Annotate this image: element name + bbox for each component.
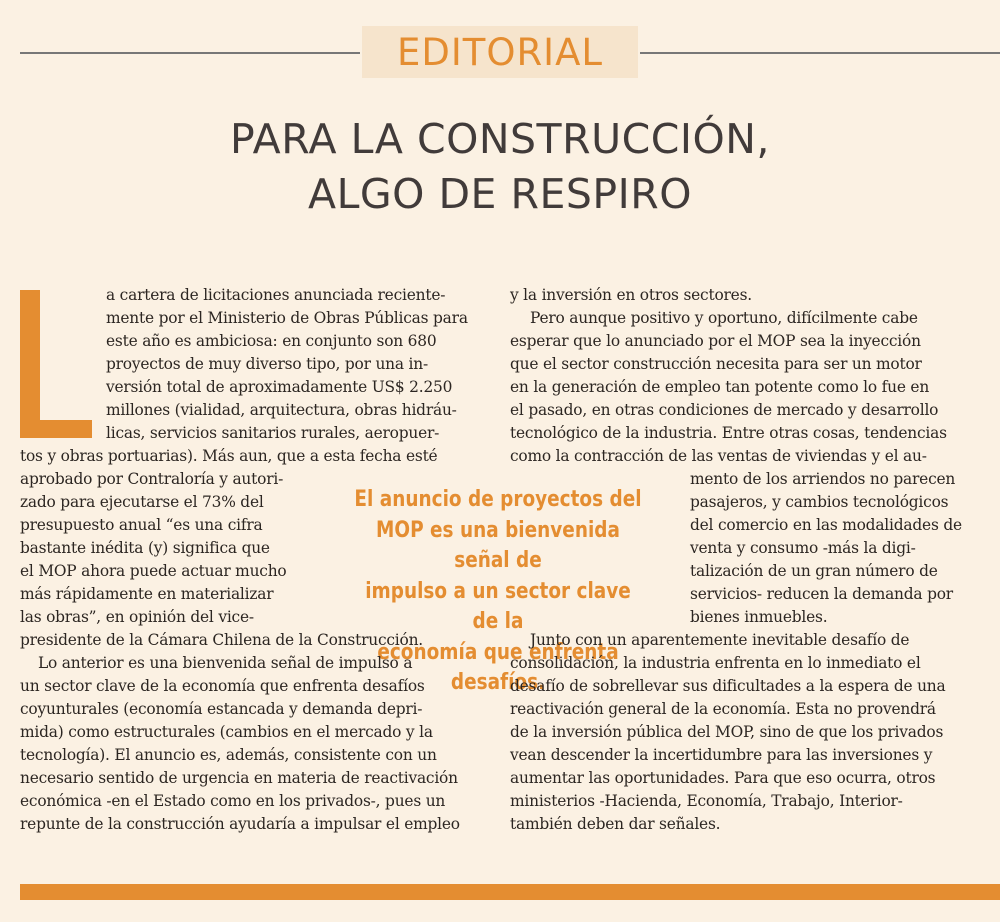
text-line: talización de un gran número de — [690, 562, 938, 580]
section-kicker: EDITORIAL — [396, 31, 604, 74]
text-line: un sector clave de la economía que enfrenta desafíos — [20, 677, 425, 695]
text-line: venta y consumo -más la digi- — [690, 539, 916, 557]
text-line: el MOP ahora puede actuar mucho — [20, 562, 287, 580]
text-line: más rápidamente en materializar — [20, 585, 274, 603]
text-line: esperar que lo anunciado por el MOP sea la inyección — [510, 332, 921, 350]
text-line: a cartera de licitaciones anunciada reciente- — [106, 286, 446, 304]
text-line: pasajeros, y cambios tecnológicos — [690, 493, 949, 511]
text-line: presupuesto anual “es una cifra — [20, 516, 263, 534]
dropcap-foot — [20, 420, 92, 438]
text-line: Pero aunque positivo y oportuno, difícilmente cabe — [530, 309, 918, 327]
text-line: reactivación general de la economía. Esta no provendrá — [510, 700, 936, 718]
text-line: vean descender la incertidumbre para las inversiones y — [510, 746, 933, 764]
text-line: el pasado, en otras condiciones de mercado y desarrollo — [510, 401, 939, 419]
text-line: y la inversión en otros sectores. — [510, 286, 752, 304]
text-line: bastante inédita (y) significa que — [20, 539, 270, 557]
text-line: licas, servicios sanitarios rurales, aeropuer- — [106, 424, 440, 442]
text-line: en la generación de empleo tan potente como lo fue en — [510, 378, 930, 396]
text-line: coyunturales (economía estancada y demanda depri- — [20, 700, 423, 718]
text-line: tecnología). El anuncio es, además, consistente con un — [20, 746, 437, 764]
header-rule-right — [640, 52, 1000, 54]
text-line: proyectos de muy diverso tipo, por una in- — [106, 355, 428, 373]
article-headline — [0, 112, 1000, 222]
pull-quote-line: El anuncio de proyectos del — [354, 486, 642, 512]
text-line: mento de los arriendos no parecen — [690, 470, 956, 488]
text-line: Junto con un aparentemente inevitable desafío de — [530, 631, 910, 649]
footer-accent-bar — [20, 884, 1000, 900]
text-line: del comercio en las modalidades de — [690, 516, 962, 534]
text-line: ministerios -Hacienda, Economía, Trabajo, Interior- — [510, 792, 903, 810]
text-line: aprobado por Contraloría y autori- — [20, 470, 284, 488]
text-line: versión total de aproximadamente US$ 2.250 — [106, 378, 453, 396]
text-line: las obras”, en opinión del vice- — [20, 608, 254, 626]
headline-line-1: PARA LA CONSTRUCCIÓN, — [230, 115, 770, 163]
text-line: bienes inmuebles. — [690, 608, 828, 626]
text-line: millones (vialidad, arquitectura, obras hidráu- — [106, 401, 457, 419]
text-line: económica -en el Estado como en los privados-, pues un — [20, 792, 446, 810]
dropcap-stem — [20, 290, 40, 438]
text-line: este año es ambiciosa: en conjunto son 680 — [106, 332, 437, 350]
text-line: zado para ejecutarse el 73% del — [20, 493, 264, 511]
text-line: consolidación, la industria enfrenta en lo inmediato el — [510, 654, 921, 672]
text-line: como la contracción de las ventas de viviendas y el au- — [510, 447, 927, 465]
text-line: necesario sentido de urgencia en materia de reactivación — [20, 769, 458, 787]
text-line: tos y obras portuarias). Más aun, que a esta fecha esté — [20, 447, 438, 465]
pull-quote-line: MOP es una bienvenida señal de — [376, 516, 620, 573]
text-line: mente por el Ministerio de Obras Públicas para — [106, 309, 468, 327]
text-line: aumentar las oportunidades. Para que eso ocurra, otros — [510, 769, 936, 787]
pull-quote-line: impulso a un sector clave de la — [365, 577, 631, 634]
text-line: de la inversión pública del MOP, sino de que los privados — [510, 723, 944, 741]
text-line: desafío de sobrellevar sus dificultades a la espera de una — [510, 677, 946, 695]
text-line: mida) como estructurales (cambios en el mercado y la — [20, 723, 433, 741]
text-line: tecnológico de la industria. Entre otras cosas, tendencias — [510, 424, 947, 442]
text-line: servicios- reducen la demanda por — [690, 585, 953, 603]
text-line: que el sector construcción necesita para ser un motor — [510, 355, 922, 373]
headline-line-2: ALGO DE RESPIRO — [308, 170, 692, 218]
header-rule-left — [20, 52, 360, 54]
text-line: Lo anterior es una bienvenida señal de impulso a — [38, 654, 413, 672]
text-line: presidente de la Cámara Chilena de la Construcción. — [20, 631, 423, 649]
text-line: repunte de la construcción ayudaría a impulsar el empleo — [20, 815, 460, 833]
pull-quote-line: economía que enfrenta desafíos. — [377, 638, 619, 695]
text-line: también deben dar señales. — [510, 815, 721, 833]
